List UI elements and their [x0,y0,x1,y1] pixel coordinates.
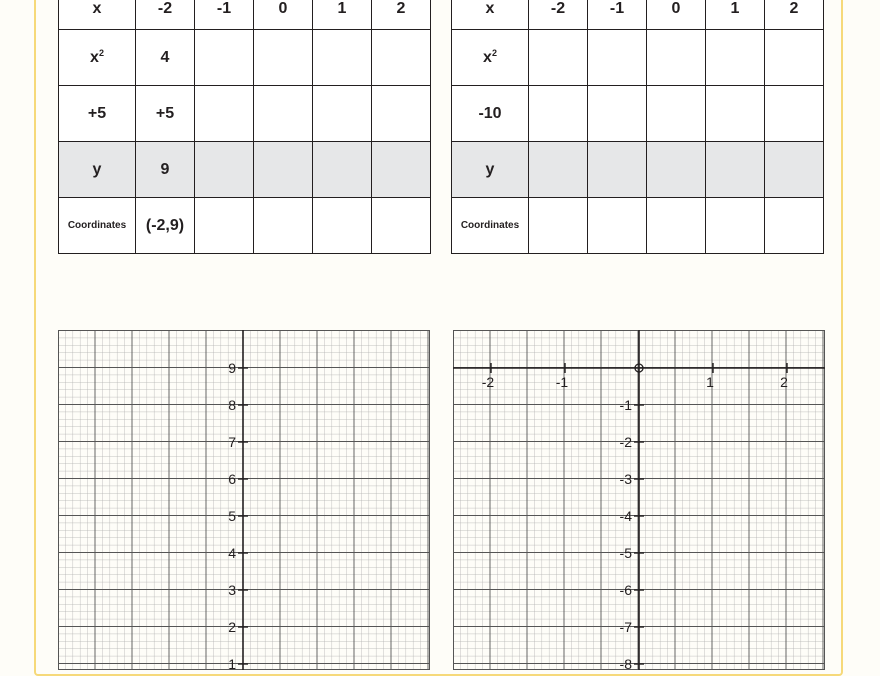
table-row-x-squared [59,30,431,86]
table-cell[interactable] [706,142,765,198]
table-cell[interactable] [647,30,706,86]
x-value-cell: 2 [372,0,431,30]
row-label: y [452,142,529,198]
table-cell[interactable]: 9 [136,142,195,198]
table-cell[interactable] [647,198,706,254]
x-value-cell: -1 [195,0,254,30]
table-cell[interactable] [706,86,765,142]
table-cell[interactable] [195,142,254,198]
table-row-constant [59,86,431,142]
row-label-text: x [90,49,99,66]
y-axis-label: -2 [619,434,632,450]
table-row-y [452,142,824,198]
row-label: Coordinates [452,198,529,254]
table-header-row [452,0,824,30]
table-header-label: x [59,0,136,30]
table-cell[interactable]: 4 [136,30,195,86]
superscript: 2 [98,48,104,58]
row-label: -10 [452,86,529,142]
x-value-cell: 2 [765,0,824,30]
table-cell[interactable] [529,142,588,198]
x-value-cell: 1 [706,0,765,30]
table-cell[interactable] [372,142,431,198]
minor-gridlines [58,330,430,670]
table-cell[interactable] [765,30,824,86]
table-left [58,0,431,254]
x-axis-label: 2 [780,374,788,390]
table-cell[interactable] [254,142,313,198]
table-cell[interactable] [529,30,588,86]
table-cell[interactable] [706,30,765,86]
y-axis-label: 9 [228,360,236,376]
x-value-cell: -1 [588,0,647,30]
table-header-label: x [452,0,529,30]
table-cell[interactable] [372,30,431,86]
table-cell[interactable] [254,86,313,142]
x-axis-label: -1 [555,374,569,390]
table-cell[interactable] [313,86,372,142]
table-cell[interactable] [529,198,588,254]
table-cell[interactable] [254,198,313,254]
table-cell[interactable] [765,142,824,198]
table-cell[interactable]: (-2,9) [136,198,195,254]
x-value-cell: 0 [254,0,313,30]
x-value-cell: 1 [313,0,372,30]
table-cell[interactable] [195,30,254,86]
table-cell[interactable] [647,86,706,142]
row-label-text: x [483,49,492,66]
x-value-cell: -2 [136,0,195,30]
x-axis-label: 1 [706,374,714,390]
y-axis-label: -7 [619,619,632,635]
table-cell[interactable]: +5 [136,86,195,142]
y-axis-label: 2 [228,619,236,635]
y-axis-label: -3 [619,471,632,487]
table-cell[interactable] [254,30,313,86]
axis-labels [482,374,788,670]
y-axis-labels [228,360,236,670]
table-cell[interactable] [372,86,431,142]
row-label: +5 [59,86,136,142]
table-cell[interactable] [195,198,254,254]
table-cell[interactable] [765,86,824,142]
x-value-cell: -2 [529,0,588,30]
row-label [59,30,136,86]
table-cell[interactable] [313,30,372,86]
y-axis-label: 7 [228,434,236,450]
y-axis-label: -5 [619,545,632,561]
graph-grid-left[interactable] [58,330,430,670]
table-cell[interactable] [647,142,706,198]
row-label: y [59,142,136,198]
grid-border [59,331,430,670]
table-row-x-squared [452,30,824,86]
y-axis-label: -8 [619,656,632,670]
row-label: Coordinates [59,198,136,254]
y-axis-label: -1 [619,397,632,413]
table-row-constant [452,86,824,142]
table-header-row [59,0,431,30]
y-axis-label: 6 [228,471,236,487]
table-cell[interactable] [765,198,824,254]
table-cell[interactable] [195,86,254,142]
table-row-coordinates [59,198,431,254]
table-cell[interactable] [588,86,647,142]
table-cell[interactable] [588,30,647,86]
table-row-coordinates [452,198,824,254]
table-cell[interactable] [372,198,431,254]
graph-grid-right[interactable] [453,330,825,670]
y-axis-label: -6 [619,582,632,598]
table-cell[interactable] [529,86,588,142]
y-axis-label: 8 [228,397,236,413]
table-row-y [59,142,431,198]
y-axis-label: 5 [228,508,236,524]
row-label [452,30,529,86]
x-axis-label: -2 [481,374,495,390]
y-axis-label: 3 [228,582,236,598]
y-axis-label: 4 [228,545,236,561]
table-cell[interactable] [313,198,372,254]
y-axis-label: -4 [619,508,632,524]
table-cell[interactable] [588,198,647,254]
superscript: 2 [491,48,497,58]
table-cell[interactable] [706,198,765,254]
table-right [451,0,824,254]
y-axis-label: 1 [228,656,236,670]
table-cell[interactable] [588,142,647,198]
x-value-cell: 0 [647,0,706,30]
table-cell[interactable] [313,142,372,198]
